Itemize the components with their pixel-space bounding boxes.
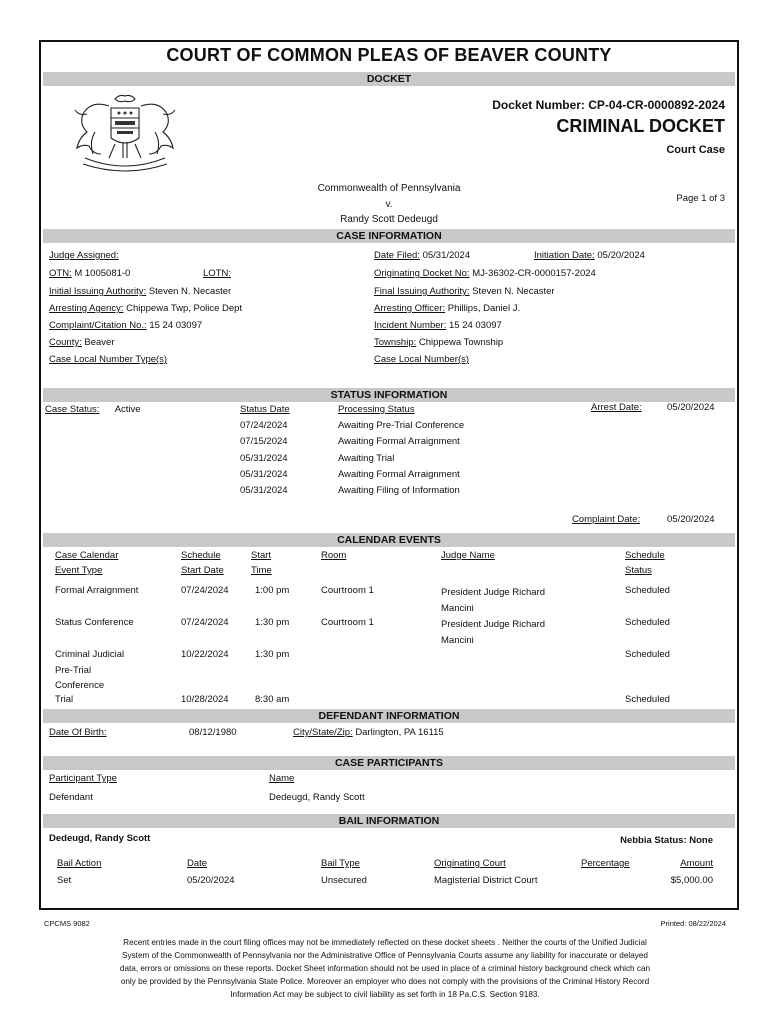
- complaint-date: 05/20/2024: [667, 514, 715, 525]
- cal-row-type: Pre-Trial: [55, 664, 92, 676]
- cal-row-date: 07/24/2024: [181, 617, 229, 628]
- complaint-citation: Complaint/Citation No.: 15 24 03097: [49, 320, 203, 331]
- township: Township: Chippewa Township: [374, 337, 504, 348]
- bail-person: Dedeugd, Randy Scott: [49, 833, 151, 844]
- participant-type-label: Participant Type: [49, 773, 117, 784]
- cal-header-date-2: Start Date: [181, 565, 224, 576]
- disclaimer-line: Recent entries made in the court filing offices may not be immediately reflected on these docket sheets . Neither the courts of the Unified Judicial: [123, 938, 647, 947]
- cal-header-type-2: Event Type: [55, 565, 103, 576]
- cal-row-status: Scheduled: [625, 694, 670, 705]
- cal-row-time: 1:30 pm: [255, 617, 290, 628]
- case-information-band: CASE INFORMATION: [43, 229, 735, 243]
- cal-row-judge: President Judge Richard: [441, 587, 546, 598]
- bail-header-percentage: Percentage: [581, 858, 630, 869]
- cal-row-status: Scheduled: [625, 617, 670, 628]
- status-row-date: 05/31/2024: [240, 452, 288, 464]
- bail-date: 05/20/2024: [187, 875, 235, 886]
- status-date-label: Status Date: [240, 404, 290, 415]
- case-local-number-type-label: Case Local Number Type(s): [49, 354, 168, 365]
- court-title: COURT OF COMMON PLEAS OF BEAVER COUNTY: [166, 45, 612, 65]
- form-number: CPCMS 9082: [44, 919, 90, 928]
- participant-type: Defendant: [49, 792, 93, 803]
- cal-row-type: Formal Arraignment: [55, 585, 139, 596]
- case-local-number-label: Case Local Number(s): [374, 354, 470, 365]
- lotn-label: LOTN:: [203, 268, 231, 279]
- bail-header-date: Date: [187, 858, 208, 869]
- cal-row-time: 1:00 pm: [255, 585, 290, 596]
- participant-name-label: Name: [269, 773, 295, 784]
- bail-action: Set: [57, 875, 72, 886]
- city-state-zip: City/State/Zip: Darlington, PA 16115: [293, 727, 444, 738]
- bail-information-band: BAIL INFORMATION: [43, 814, 735, 828]
- status-row-date: 07/24/2024: [240, 420, 288, 431]
- cal-row-room: Courtroom 1: [321, 617, 374, 628]
- docket-number: Docket Number: CP-04-CR-0000892-2024: [492, 98, 725, 112]
- cal-row-type: Trial: [55, 694, 74, 705]
- cal-row-date: 10/22/2024: [181, 649, 229, 660]
- dob-value: 08/12/1980: [189, 727, 237, 738]
- caption-plaintiff: Commonwealth of Pennsylvania: [317, 183, 461, 194]
- bail-header-action: Bail Action: [57, 858, 102, 869]
- final-issuing-authority: Final Issuing Authority: Steven N. Necaster: [374, 286, 555, 297]
- cal-header-time-1: Start: [251, 550, 272, 561]
- cal-row-type: Conference: [55, 680, 105, 691]
- arrest-date-label: Arrest Date:: [591, 402, 642, 413]
- cal-header-time-2: Time: [251, 565, 272, 576]
- status-row-date: 07/15/2024: [240, 436, 288, 448]
- bail-court: Magisterial District Court: [434, 875, 538, 886]
- cal-header-type-1: Case Calendar: [55, 550, 119, 561]
- disclaimer: [80, 936, 690, 1001]
- disclaimer-line: System of the Commonwealth of Pennsylvania nor the Administrative Office of Pennsylvania Courts assume any liability for inaccurate or delayed: [122, 951, 648, 960]
- status-information-band: STATUS INFORMATION: [43, 388, 735, 402]
- page-indicator: Page 1 of 3: [676, 193, 725, 204]
- status-row-date: 05/31/2024: [240, 468, 288, 480]
- county: County: Beaver: [49, 337, 115, 348]
- docket-page: [39, 40, 739, 910]
- defendant-information-band: DEFENDANT INFORMATION: [43, 709, 735, 723]
- status-row-status: Awaiting Filing of Information: [338, 485, 460, 497]
- nebbia-status: Nebbia Status: None: [620, 835, 713, 846]
- cal-row-time: 8:30 am: [255, 694, 290, 705]
- case-kind: Court Case: [666, 144, 725, 156]
- caption-defendant: Randy Scott Dedeugd: [340, 214, 438, 225]
- cal-row-type: Status Conference: [55, 617, 134, 628]
- cal-row-date: 07/24/2024: [181, 585, 229, 596]
- cal-row-status: Scheduled: [625, 585, 670, 596]
- initiation-date: Initiation Date: 05/20/2024: [534, 250, 645, 261]
- caption-versus: v.: [385, 199, 393, 210]
- participant-name: Dedeugd, Randy Scott: [269, 792, 365, 803]
- arrest-date: 05/20/2024: [667, 402, 715, 413]
- otn: OTN: M 1005081-0: [49, 268, 131, 279]
- cal-row-judge: President Judge Richard: [441, 619, 546, 630]
- cal-row-room: Courtroom 1: [321, 585, 374, 596]
- calendar-events-band: CALENDAR EVENTS: [43, 533, 735, 547]
- incident-number: Incident Number: 15 24 03097: [374, 320, 502, 331]
- dob-label: Date Of Birth:: [49, 727, 107, 738]
- status-row-status: Awaiting Trial: [338, 452, 395, 464]
- printed-date: Printed: 08/22/2024: [660, 919, 726, 928]
- cal-row-judge: Mancini: [441, 634, 474, 646]
- bail-header-court: Originating Court: [434, 858, 506, 869]
- judge-assigned-label: Judge Assigned:: [49, 250, 119, 261]
- cal-row-type: Criminal Judicial: [55, 649, 125, 660]
- cal-row-judge: Mancini: [441, 602, 474, 614]
- processing-status-label: Processing Status: [338, 404, 415, 415]
- bail-header-type: Bail Type: [321, 858, 360, 869]
- initial-issuing-authority: Initial Issuing Authority: Steven N. Necaster: [49, 286, 232, 297]
- bail-amount: $5,000.00: [670, 875, 713, 886]
- cal-row-date: 10/28/2024: [181, 694, 229, 705]
- complaint-date-label: Complaint Date:: [572, 514, 641, 525]
- status-row-status: Awaiting Formal Arraignment: [338, 436, 460, 448]
- status-row-date: 05/31/2024: [240, 485, 288, 497]
- cal-header-date-1: Schedule: [181, 550, 221, 561]
- disclaimer-line: Information Act may be subject to civil liability as set forth in 18 Pa.C.S. Section 9183.: [230, 990, 540, 999]
- arresting-officer: Arresting Officer: Phillips, Daniel J.: [374, 303, 521, 314]
- bail-type: Unsecured: [321, 875, 367, 886]
- cal-header-status-2: Status: [625, 565, 652, 576]
- case-status: Case Status: Active: [45, 404, 141, 415]
- cal-header-room: Room: [321, 550, 347, 561]
- disclaimer-line: data, errors or omissions on these reports. Docket Sheet information should not be used in place of a criminal history background check which can: [119, 964, 651, 973]
- cal-header-status-1: Schedule: [625, 550, 665, 561]
- cal-row-status: Scheduled: [625, 649, 670, 660]
- disclaimer-line: only be provided by the Pennsylvania State Police. Moreover an employer who does not comply with the provisions of the Criminal History Record: [120, 977, 650, 986]
- docket-type: CRIMINAL DOCKET: [556, 116, 725, 136]
- docket-band: DOCKET: [43, 72, 735, 86]
- originating-docket: Originating Docket No: MJ-36302-CR-0000157-2024: [374, 268, 596, 279]
- date-filed: Date Filed: 05/31/2024: [374, 250, 471, 261]
- pennsylvania-seal-icon: [65, 92, 185, 174]
- bail-header-amount: Amount: [680, 858, 713, 869]
- case-participants-band: CASE PARTICIPANTS: [43, 756, 735, 770]
- cal-row-time: 1:30 pm: [255, 649, 290, 660]
- cal-header-judge: Judge Name: [441, 550, 495, 561]
- status-row-status: Awaiting Formal Arraignment: [338, 468, 460, 480]
- arresting-agency: Arresting Agency: Chippewa Twp, Police Dept: [49, 303, 243, 314]
- status-row-status: Awaiting Pre-Trial Conference: [338, 420, 465, 431]
